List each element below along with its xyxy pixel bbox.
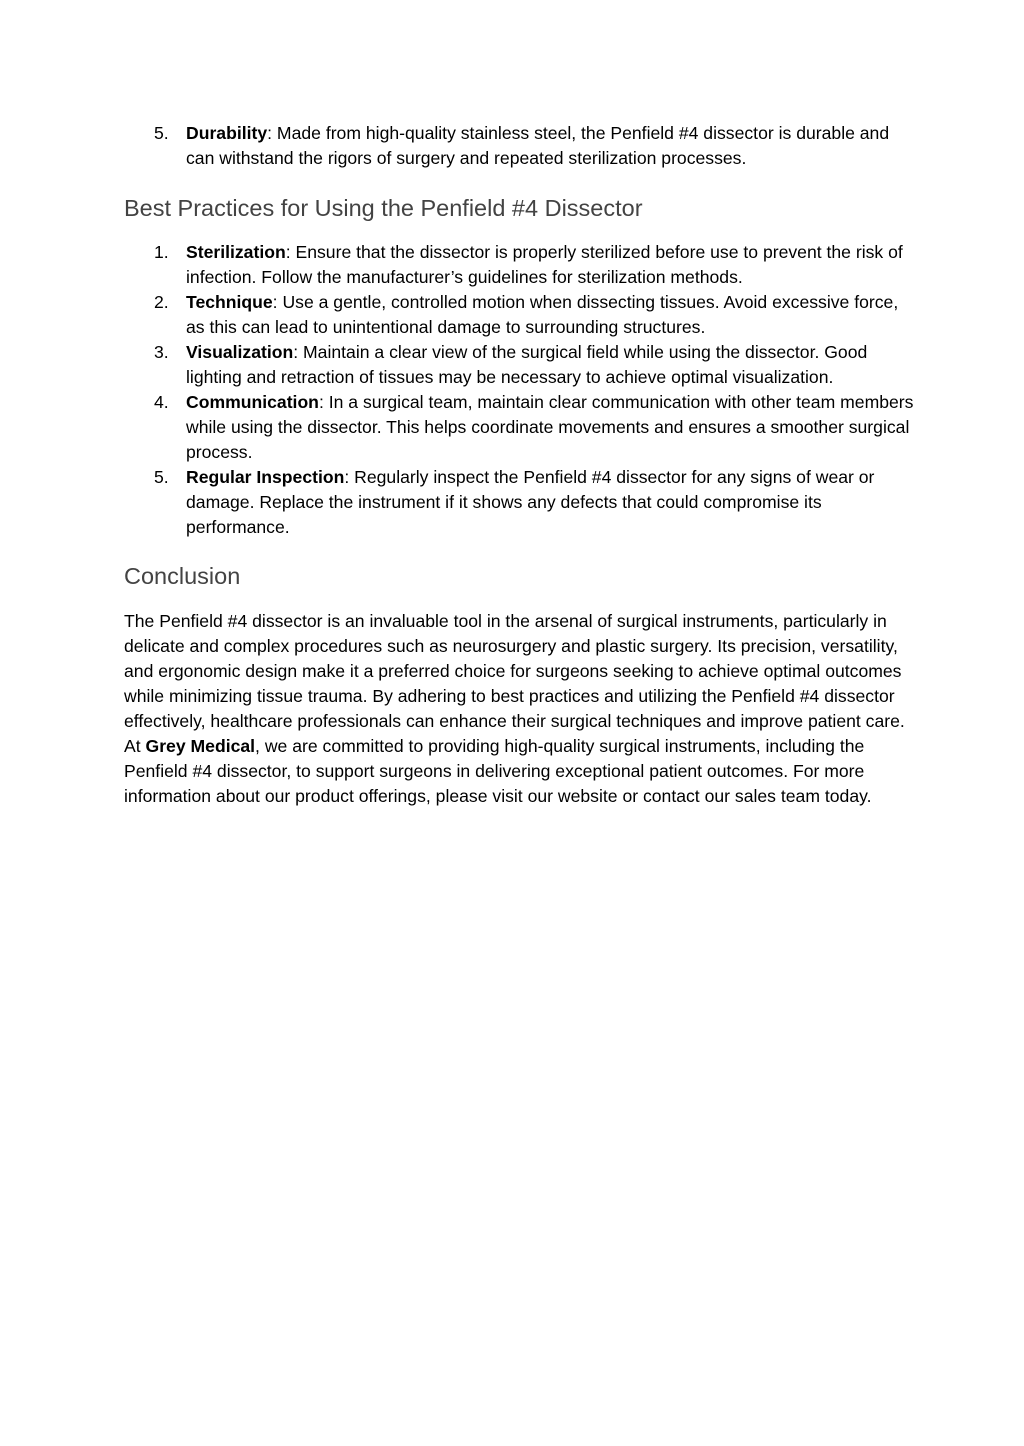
list-item-term: Visualization [186,342,294,362]
list-item-number: 2. [154,292,169,312]
conclusion-text-start: The Penfield #4 dissector is an invaluable tool in the arsenal of surgical instruments, particularly in delicate and complex procedures such as neurosurgery and plastic surgery. Its precision, versatility, and ergonomic design make it a preferred choice for surgeons seeking to achieve optimal outcomes while minimizing tissue trauma. By adhering to best practices and utilizing the Penfield #4 dissector effectively, healthcare professionals can enhance their surgical techniques and improve patient care. At [124,611,905,756]
list-item [124,390,914,465]
list-item-term: Communication [186,392,319,412]
conclusion-text-end: , we are committed to providing high-quality surgical instruments, including the Penfield #4 dissector, to support surgeons in delivering exceptional patient outcomes. For more information about our product offerings, please visit our website or contact our sales team today. [124,736,872,806]
list-item [124,290,914,340]
list-item-term: Sterilization [186,242,286,262]
list-item-text: : Use a gentle, controlled motion when dissecting tissues. Avoid excessive force, as this can lead to unintentional damage to surrounding structures. [186,292,899,337]
list-item [124,340,914,390]
list-item-term: Regular Inspection [186,467,345,487]
conclusion-paragraph [124,609,914,809]
list-item-number: 5. [154,467,169,487]
list-item-text: : Maintain a clear view of the surgical field while using the dissector. Good lighting and retraction of tissues may be necessary to achieve optimal visualization. [186,342,868,387]
list-item-number: 3. [154,342,169,362]
company-name: Grey Medical [145,736,256,756]
list-item-term: Durability [186,123,268,143]
list-item-term: Technique [186,292,273,312]
list-item [124,240,914,290]
best-practices-list [124,240,914,540]
conclusion-heading: Conclusion [124,563,241,589]
list-item-number: 4. [154,392,169,412]
list-item [124,465,914,540]
list-item [124,121,914,171]
list-item-number: 1. [154,242,169,262]
list-item-text: : Made from high-quality stainless steel, the Penfield #4 dissector is durable and can withstand the rigors of surgery and repeated sterilization processes. [186,123,890,168]
list-item-text: : In a surgical team, maintain clear communication with other team members while using the dissector. This helps coordinate movements and ensures a smoother surgical process. [186,392,914,462]
list-item-number: 5. [154,123,169,143]
list-item-text: : Regularly inspect the Penfield #4 dissector for any signs of wear or damage. Replace the instrument if it shows any defects that could compromise its performance. [186,467,875,537]
list-item-text: : Ensure that the dissector is properly sterilized before use to prevent the risk of infection. Follow the manufacturer’s guidelines for sterilization methods. [186,242,903,287]
features-list [124,121,914,171]
document-page [124,121,914,809]
best-practices-heading: Best Practices for Using the Penfield #4 Dissector [124,195,643,221]
